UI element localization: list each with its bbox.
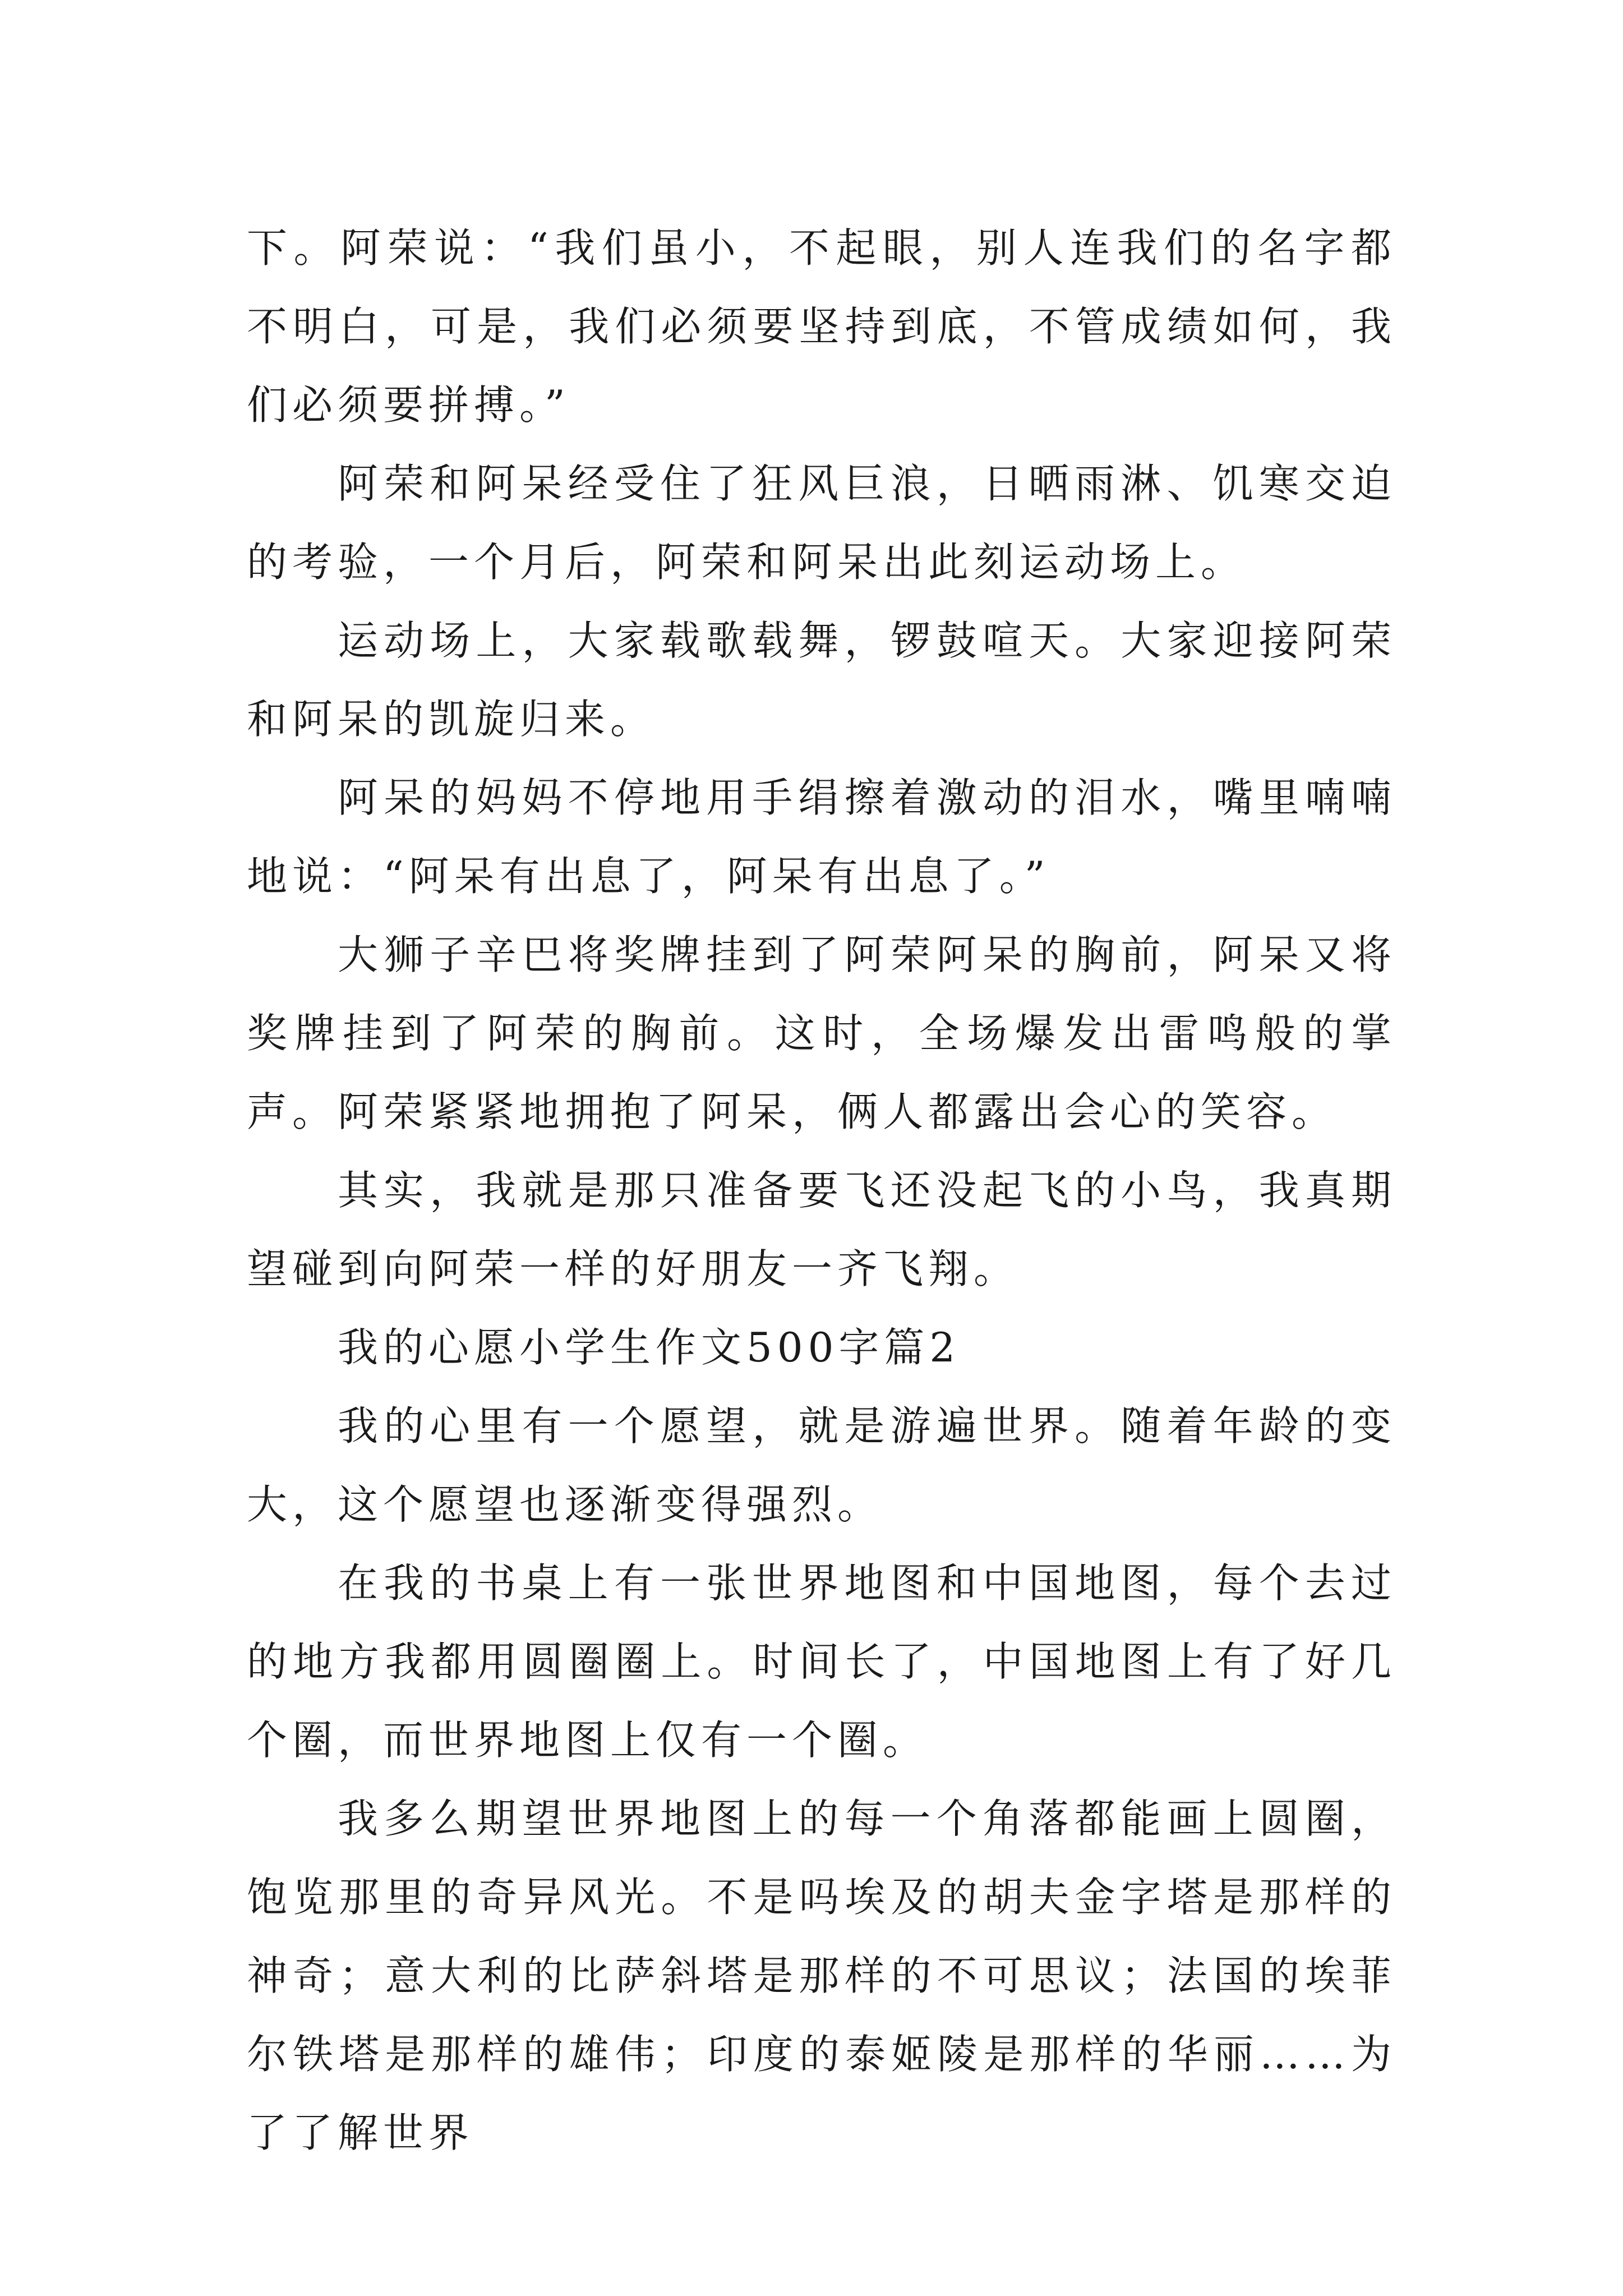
document-body [247, 209, 1396, 2172]
paragraph: 我多么期望世界地图上的每一个角落都能画上圆圈，饱览那里的奇异风光。不是吗埃及的胡夫金字塔是那样的神奇；意大利的比萨斜塔是那样的不可思议；法国的埃菲尔铁塔是那样的雄伟；印度的泰姬陵是那样的华丽……为了了解世界 [247, 1795, 1396, 2156]
paragraph: 大狮子辛巴将奖牌挂到了阿荣阿呆的胸前，阿呆又将奖牌挂到了阿荣的胸前。这时，全场爆发出雷鸣般的掌声。阿荣紧紧地拥抱了阿呆，俩人都露出会心的笑容。 [247, 931, 1396, 1135]
section-heading: 我的心愿小学生作文500字篇2 [338, 1324, 961, 1371]
paragraph: 阿荣和阿呆经受住了狂风巨浪，日晒雨淋、饥寒交迫的考验，一个月后，阿荣和阿呆出此刻运动场上。 [247, 460, 1396, 586]
paragraph: 阿呆的妈妈不停地用手绢擦着激动的泪水，嘴里喃喃地说：“阿呆有出息了，阿呆有出息了。” [247, 774, 1396, 900]
paragraph-continuation: 下。阿荣说：“我们虽小，不起眼，别人连我们的名字都不明白，可是，我们必须要坚持到底，不管成绩如何，我们必须要拼搏。” [247, 224, 1396, 429]
paragraph: 在我的书桌上有一张世界地图和中国地图，每个去过的地方我都用圆圈圈上。时间长了，中国地图上有了好几个圈，而世界地图上仅有一个圈。 [247, 1559, 1396, 1764]
paragraph: 运动场上，大家载歌载舞，锣鼓喧天。大家迎接阿荣和阿呆的凯旋归来。 [247, 617, 1396, 743]
paragraph: 其实，我就是那只准备要飞还没起飞的小鸟，我真期望碰到向阿荣一样的好朋友一齐飞翔。 [247, 1167, 1396, 1292]
paragraph: 我的心里有一个愿望，就是游遍世界。随着年龄的变大，这个愿望也逐渐变得强烈。 [247, 1402, 1396, 1528]
